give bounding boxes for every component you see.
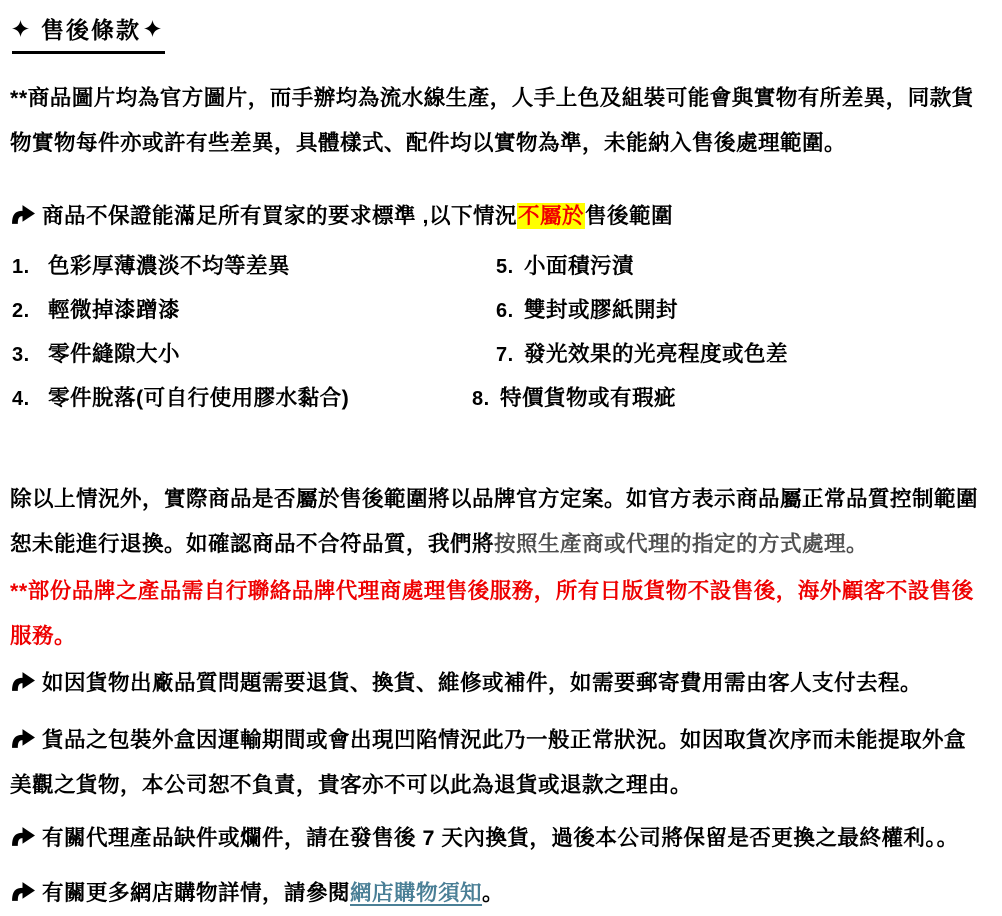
exchange-text: 有關代理產品缺件或爛件，請在發售後 7 天內換貨，過後本公司將保留是否更換之最終權利。。 (42, 826, 959, 850)
red-notice-text: **部份品牌之產品需自行聯絡品牌代理商處理售後服務，所有日版貨物不設售後，海外顧客不設售後服務。 (10, 579, 974, 648)
four-point-star-icon (12, 20, 29, 37)
item-text: 特價貨物或有瑕疵 (500, 386, 677, 410)
returns-text: 如因貨物出廠品質問題需要退貨、換貨、維修或補件，如需要郵寄費用需由客人支付去程。 (42, 671, 923, 695)
exclusion-item-4 (12, 385, 470, 413)
item-text: 雙封或膠紙開封 (524, 298, 679, 322)
page-title (12, 12, 165, 54)
item-number: 8. (472, 388, 490, 410)
red-notice-paragraph (10, 569, 986, 659)
curved-arrow-icon (10, 205, 35, 224)
exclusion-list-right-column (470, 253, 986, 429)
more-info-suffix: 。 (482, 881, 505, 905)
item-number: 7. (496, 344, 514, 366)
item-number: 2. (12, 300, 30, 322)
exchange-line (10, 816, 986, 861)
item-text: 小面積污漬 (524, 254, 635, 278)
exclusion-item-6 (470, 297, 986, 325)
policy-tail-text: 按照生產商或代理的指定的方式處理。 (494, 532, 869, 556)
item-number: 6. (496, 300, 514, 322)
item-number: 5. (496, 256, 514, 278)
more-info-line (10, 871, 986, 916)
item-text: 零件縫隙大小 (48, 342, 181, 366)
item-text: 輕微掉漆蹭漆 (48, 298, 181, 322)
item-text: 色彩厚薄濃淡不均等差異 (48, 254, 291, 278)
exclusion-item-1 (12, 253, 470, 281)
exclusion-list (12, 253, 986, 429)
page-title-text: 售後條款 (41, 17, 141, 43)
intro-paragraph (10, 76, 986, 166)
more-info-prefix: 有關更多網店購物詳情，請參閱 (42, 881, 351, 905)
not-covered-suffix: 售後範圍 (584, 204, 673, 228)
not-covered-prefix: 商品不保證能滿足所有買家的要求標準 ,以下情況 (42, 204, 517, 228)
curved-arrow-icon (10, 729, 35, 748)
store-shopping-guide-link[interactable]: 網店購物須知 (350, 881, 483, 905)
item-number: 3. (12, 344, 30, 366)
item-number: 4. (12, 388, 30, 410)
not-covered-highlight: 不屬於 (517, 204, 584, 228)
policy-main-text: 除以上情況外，實際商品是否屬於售後範圍將以品牌官方定案。如官方表示商品屬正常品質控制範圍恕未能進行退換。如確認商品不合符品質，我們將 (10, 487, 979, 556)
returns-line (10, 661, 986, 706)
four-point-star-icon (144, 20, 161, 37)
item-number: 1. (12, 256, 30, 278)
title-block (12, 12, 986, 54)
not-covered-line (10, 194, 986, 239)
exclusion-item-8 (470, 385, 986, 413)
item-text: 發光效果的光亮程度或色差 (524, 342, 789, 366)
packaging-text: 貨品之包裝外盒因運輸期間或會出現凹陷情況此乃一般正常狀況。如因取貨次序而未能提取外盒美觀之貨物，本公司恕不負責，貴客亦不可以此為退貨或退款之理由。 (10, 728, 967, 797)
curved-arrow-icon (10, 672, 35, 691)
exclusion-list-left-column (12, 253, 470, 429)
intro-text: **商品圖片均為官方圖片，而手辦均為流水線生產，人手上色及組裝可能會與實物有所差異，同款貨物實物每件亦或許有些差異，具體樣式、配件均以實物為準，未能納入售後處理範圍。 (10, 86, 974, 155)
item-text: 零件脫落(可自行使用膠水黏合) (48, 386, 350, 410)
exclusion-item-5 (470, 253, 986, 281)
curved-arrow-icon (10, 827, 35, 846)
policy-paragraph (10, 477, 986, 567)
exclusion-item-7 (470, 341, 986, 369)
exclusion-item-2 (12, 297, 470, 325)
packaging-line (10, 718, 986, 808)
exclusion-item-3 (12, 341, 470, 369)
